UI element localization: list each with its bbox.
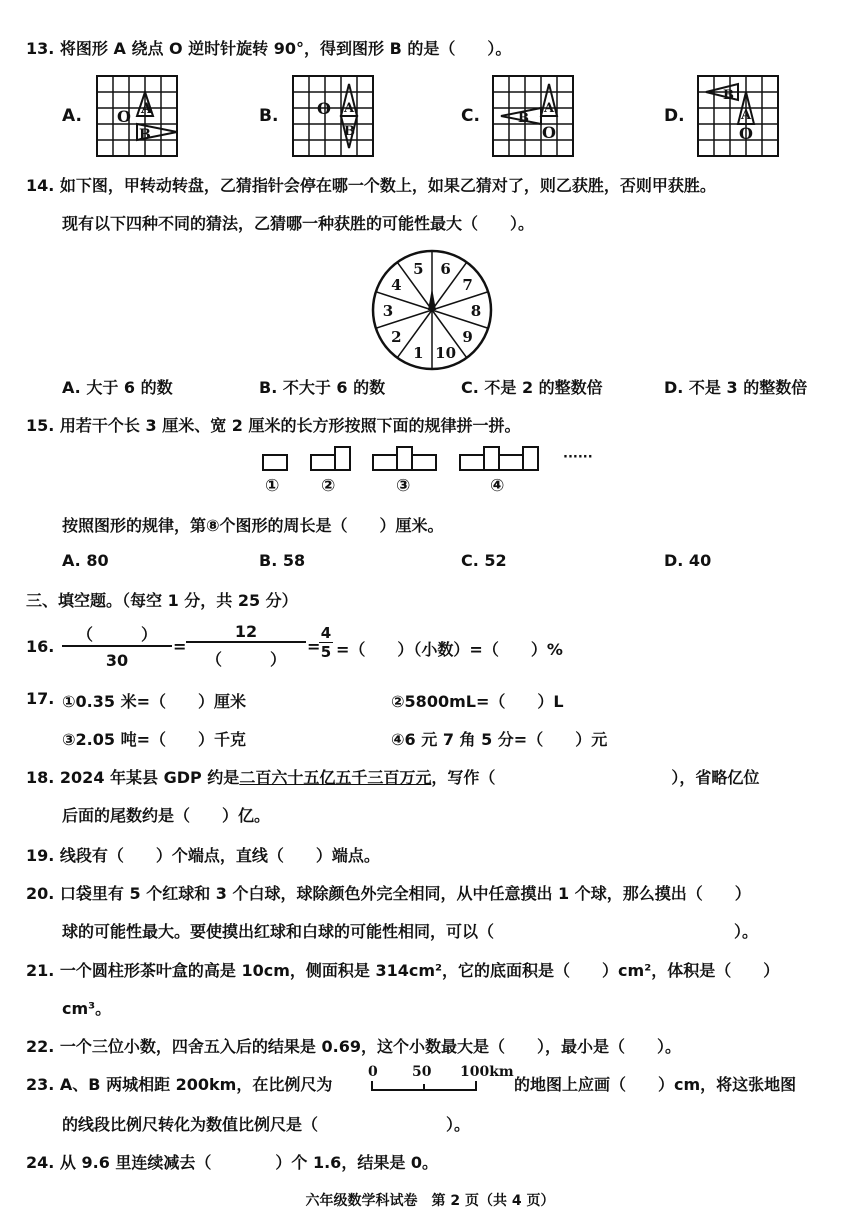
- q13-grid-b-a-label: A: [344, 101, 355, 116]
- q16-fraction-1: [62, 622, 172, 670]
- question-21-line-1: 21. 一个圆柱形茶叶盒的高是 10cm，侧面积是 314cm²，它的底面积是（ ）cm²，体积是（ ）: [26, 961, 780, 980]
- question-20-line-1: 20. 口袋里有 5 个红球和 3 个白球，球除颜色外完全相同，从中任意摸出 1 个球，那么摸出（ ）: [26, 884, 751, 903]
- q16-tail: =（ ）（小数）=（ ）%: [336, 640, 563, 659]
- question-15-stem: 15. 用若干个长 3 厘米、宽 2 厘米的长方形按照下面的规律拼一拼。: [26, 416, 521, 435]
- q16-fraction-2-numerator: 12: [234, 622, 258, 641]
- question-14-line-2: 现有以下四种不同的猜法，乙猜哪一种获胜的可能性最大（ ）。: [62, 214, 535, 233]
- q13-grid-a-a-label: A: [141, 101, 152, 117]
- q13-option-c-label: C.: [461, 106, 480, 126]
- q23-scale-bar: [364, 1063, 520, 1097]
- q16-fraction-2: [186, 622, 306, 670]
- q14-spinner-pointer: [428, 288, 436, 310]
- question-13-stem: 13. 将图形 A 绕点 O 逆时针旋转 90°，得到图形 B 的是（ ）。: [26, 39, 512, 58]
- question-14-line-1: 14. 如下图，甲转动转盘，乙猜指针会停在哪一个数上，如果乙猜对了，则乙获胜，否则甲获胜。: [26, 176, 716, 195]
- q23-scale-label-0: 0: [368, 1064, 378, 1080]
- q13-grid-a: [96, 75, 180, 159]
- question-18-line-1: [26, 765, 759, 788]
- q14-option-b: B. 不大于 6 的数: [259, 378, 386, 397]
- q13-grid-c: [492, 75, 576, 159]
- q14-wheel-number-6: 6: [440, 260, 451, 279]
- q14-wheel-number-7: 7: [462, 276, 473, 295]
- q18-pre: 18. 2024 年某县 GDP 约是: [26, 768, 240, 787]
- q17-item-2: ②5800mL=（ ）L: [391, 692, 564, 711]
- q14-option-c: C. 不是 2 的整数倍: [461, 378, 603, 397]
- question-21-line-2: cm³。: [62, 999, 112, 1018]
- q13-grid-d-o-label: O: [739, 124, 753, 143]
- q14-wheel-number-1: 1: [413, 343, 424, 362]
- q23-scale-label-50: 50: [412, 1064, 432, 1080]
- q17-number: 17.: [26, 689, 55, 708]
- q13-option-a-label: A.: [62, 106, 82, 126]
- q13-grid-d-b-label: B: [723, 88, 734, 103]
- q15-option-b: B. 58: [259, 551, 306, 570]
- q15-option-a: A. 80: [62, 551, 109, 570]
- q15-figure-1-label: ①: [265, 476, 280, 496]
- q17-item-3: ③2.05 吨=（ ）千克: [62, 730, 247, 749]
- q13-grid-a-b-label: B: [139, 127, 151, 143]
- q14-wheel-number-2: 2: [391, 327, 402, 346]
- q15-figure-2-label: ②: [321, 476, 336, 496]
- q16-fraction-1-numerator: （ ）: [76, 625, 157, 644]
- q16-number: 16.: [26, 637, 55, 656]
- q13-grid-c-b-label: B: [518, 111, 529, 126]
- question-23-line-1-pre: 23. A、B 两城相距 200km，在比例尺为: [26, 1075, 333, 1094]
- q16-fraction-1-denominator: 30: [105, 651, 129, 670]
- q15-figure-4-label: ④: [490, 476, 505, 496]
- q14-wheel-number-5: 5: [413, 260, 424, 279]
- q13-grid-c-a-label: A: [544, 101, 555, 116]
- q16-equals-2: =: [307, 637, 321, 656]
- question-19: 19. 线段有（ ）个端点，直线（ ）端点。: [26, 846, 380, 865]
- q14-wheel-number-10: 10: [435, 343, 457, 362]
- q15-option-d: D. 40: [664, 551, 712, 570]
- question-18-line-2: 后面的尾数约是（ ）亿。: [62, 806, 271, 825]
- q18-post: ，写作（ ），省略亿位: [431, 768, 760, 787]
- q13-option-d-label: D.: [664, 106, 685, 126]
- question-15-question: 按照图形的规律，第⑧个图形的周长是（ ）厘米。: [62, 516, 444, 535]
- q14-spinner-wheel: [370, 248, 494, 372]
- q14-option-a: A. 大于 6 的数: [62, 378, 173, 397]
- q15-pattern-figures: [255, 444, 555, 474]
- question-22: 22. 一个三位小数，四舍五入后的结果是 0.69，这个小数最大是（ ），最小是（ ）。: [26, 1037, 681, 1056]
- q16-fraction-2-denominator: （ ）: [205, 650, 286, 669]
- q23-scale-label-100km: 100km: [460, 1064, 514, 1080]
- q13-grid-b-b-label: B: [344, 124, 355, 139]
- page-footer: 六年级数学科试卷 第 2 页（共 4 页）: [305, 1193, 555, 1209]
- q13-grid-b-o-label: O: [317, 99, 331, 118]
- q13-grid-d-a-label: A: [741, 108, 752, 123]
- q15-option-c: C. 52: [461, 551, 507, 570]
- question-24: 24. 从 9.6 里连续减去（ ）个 1.6，结果是 0。: [26, 1153, 439, 1172]
- question-23-line-2: 的线段比例尺转化为数值比例尺是（ ）。: [62, 1115, 471, 1134]
- q16-fraction-3: [319, 624, 333, 661]
- q14-wheel-number-3: 3: [382, 302, 394, 320]
- q13-grid-c-o-label: O: [542, 123, 556, 142]
- q14-wheel-number-8: 8: [470, 302, 482, 320]
- q18-underlined-amount: 二百六十五亿五千三百万元: [239, 768, 432, 787]
- q14-option-d: D. 不是 3 的整数倍: [664, 378, 808, 397]
- q16-fraction-3-numerator: 4: [320, 624, 332, 642]
- q17-item-4: ④6 元 7 角 5 分=（ ）元: [391, 730, 608, 749]
- question-20-line-2: 球的可能性最大。要使摸出红球和白球的可能性相同，可以（ ）。: [62, 922, 759, 941]
- question-23-line-1-post: 的地图上应画（ ）cm，将这张地图: [514, 1075, 797, 1094]
- q15-ellipsis: ······: [563, 450, 593, 465]
- q13-grid-d: [697, 75, 781, 159]
- q14-wheel-number-9: 9: [462, 327, 473, 346]
- q13-grid-b: [292, 75, 376, 159]
- q13-grid-a-o-label: O: [117, 107, 131, 126]
- q16-fraction-3-denominator: 5: [320, 643, 332, 661]
- q16-equals-1: =: [173, 637, 187, 656]
- q13-option-b-label: B.: [259, 106, 279, 126]
- q17-item-1: ①0.35 米=（ ）厘米: [62, 692, 247, 711]
- q15-figure-3-label: ③: [396, 476, 411, 496]
- section-3-title: 三、填空题。（每空 1 分，共 25 分）: [26, 591, 298, 610]
- q14-wheel-number-4: 4: [391, 276, 402, 295]
